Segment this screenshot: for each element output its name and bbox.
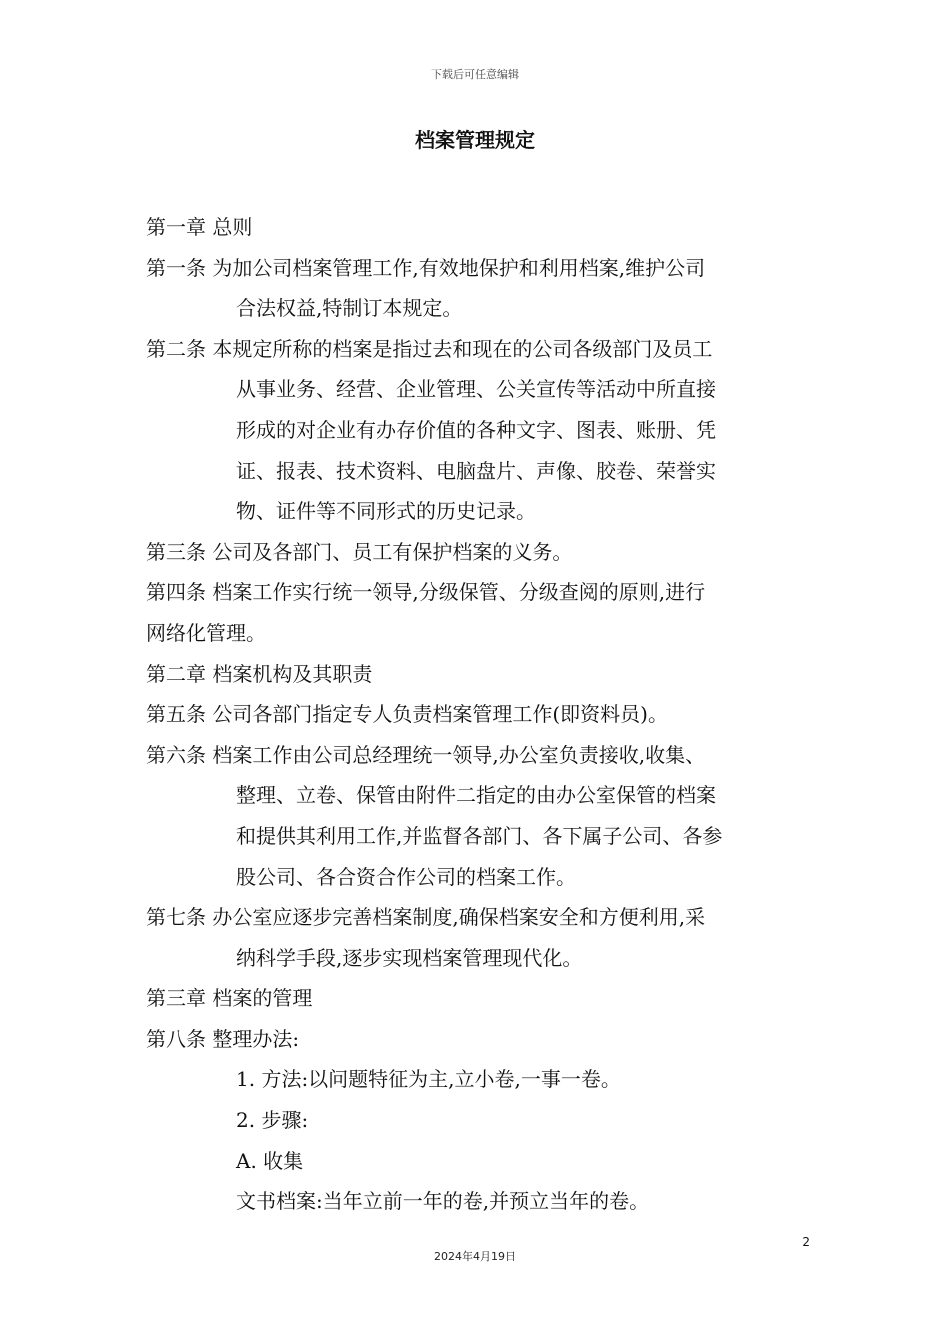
text-line: 第二章 档案机构及其职责 (146, 661, 373, 686)
text-line: 第一条 为加公司档案管理工作,有效地保护和利用档案,维护公司 (146, 255, 706, 280)
text-line: 股公司、各合资合作公司的档案工作。 (236, 864, 576, 889)
text-line: 第三章 档案的管理 (146, 986, 313, 1011)
text-line: 物、证件等不同形式的历史记录。 (236, 499, 536, 524)
text-line: 从事业务、经营、企业管理、公关宣传等活动中所直接 (236, 377, 716, 402)
text-line: 1. 方法:以问题特征为主,立小卷,一事一卷。 (236, 1067, 621, 1092)
text-line: 形成的对企业有办存价值的各种文字、图表、账册、凭 (236, 417, 716, 442)
text-line: 文书档案:当年立前一年的卷,并预立当年的卷。 (236, 1189, 650, 1214)
text-line: 第八条 整理办法: (146, 1026, 300, 1051)
text-line: 纳科学手段,逐步实现档案管理现代化。 (236, 945, 583, 970)
text-line: 第一章 总则 (146, 215, 253, 239)
text-line: 网络化管理。 (146, 620, 266, 645)
footer-date: 2024年4月19日 (434, 1250, 516, 1263)
header-note: 下载后可任意编辑 (431, 68, 519, 81)
document-body (146, 207, 810, 1222)
text-line: 整理、立卷、保管由附件二指定的由办公室保管的档案 (236, 783, 716, 808)
text-line: 合法权益,特制订本规定。 (236, 296, 463, 321)
text-line: 2. 步骤: (236, 1108, 309, 1133)
document-title: 档案管理规定 (415, 128, 535, 152)
text-line: 和提供其利用工作,并监督各部门、各下属子公司、各参 (236, 823, 723, 848)
text-line: 证、报表、技术资料、电脑盘片、声像、胶卷、荣誉实 (236, 458, 716, 483)
text-line: 第四条 档案工作实行统一领导,分级保管、分级查阅的原则,进行 (146, 580, 706, 605)
text-line: A. 收集 (236, 1148, 304, 1173)
text-line: 第二条 本规定所称的档案是指过去和现在的公司各级部门及员工 (146, 336, 713, 361)
text-line: 第五条 公司各部门指定专人负责档案管理工作(即资料员)。 (146, 702, 668, 727)
text-line: 第七条 办公室应逐步完善档案制度,确保档案安全和方便利用,采 (146, 905, 706, 930)
page-number: 2 (802, 1235, 810, 1249)
text-line: 第三条 公司及各部门、员工有保护档案的义务。 (146, 539, 573, 564)
text-line: 第六条 档案工作由公司总经理统一领导,办公室负责接收,收集、 (146, 742, 706, 767)
